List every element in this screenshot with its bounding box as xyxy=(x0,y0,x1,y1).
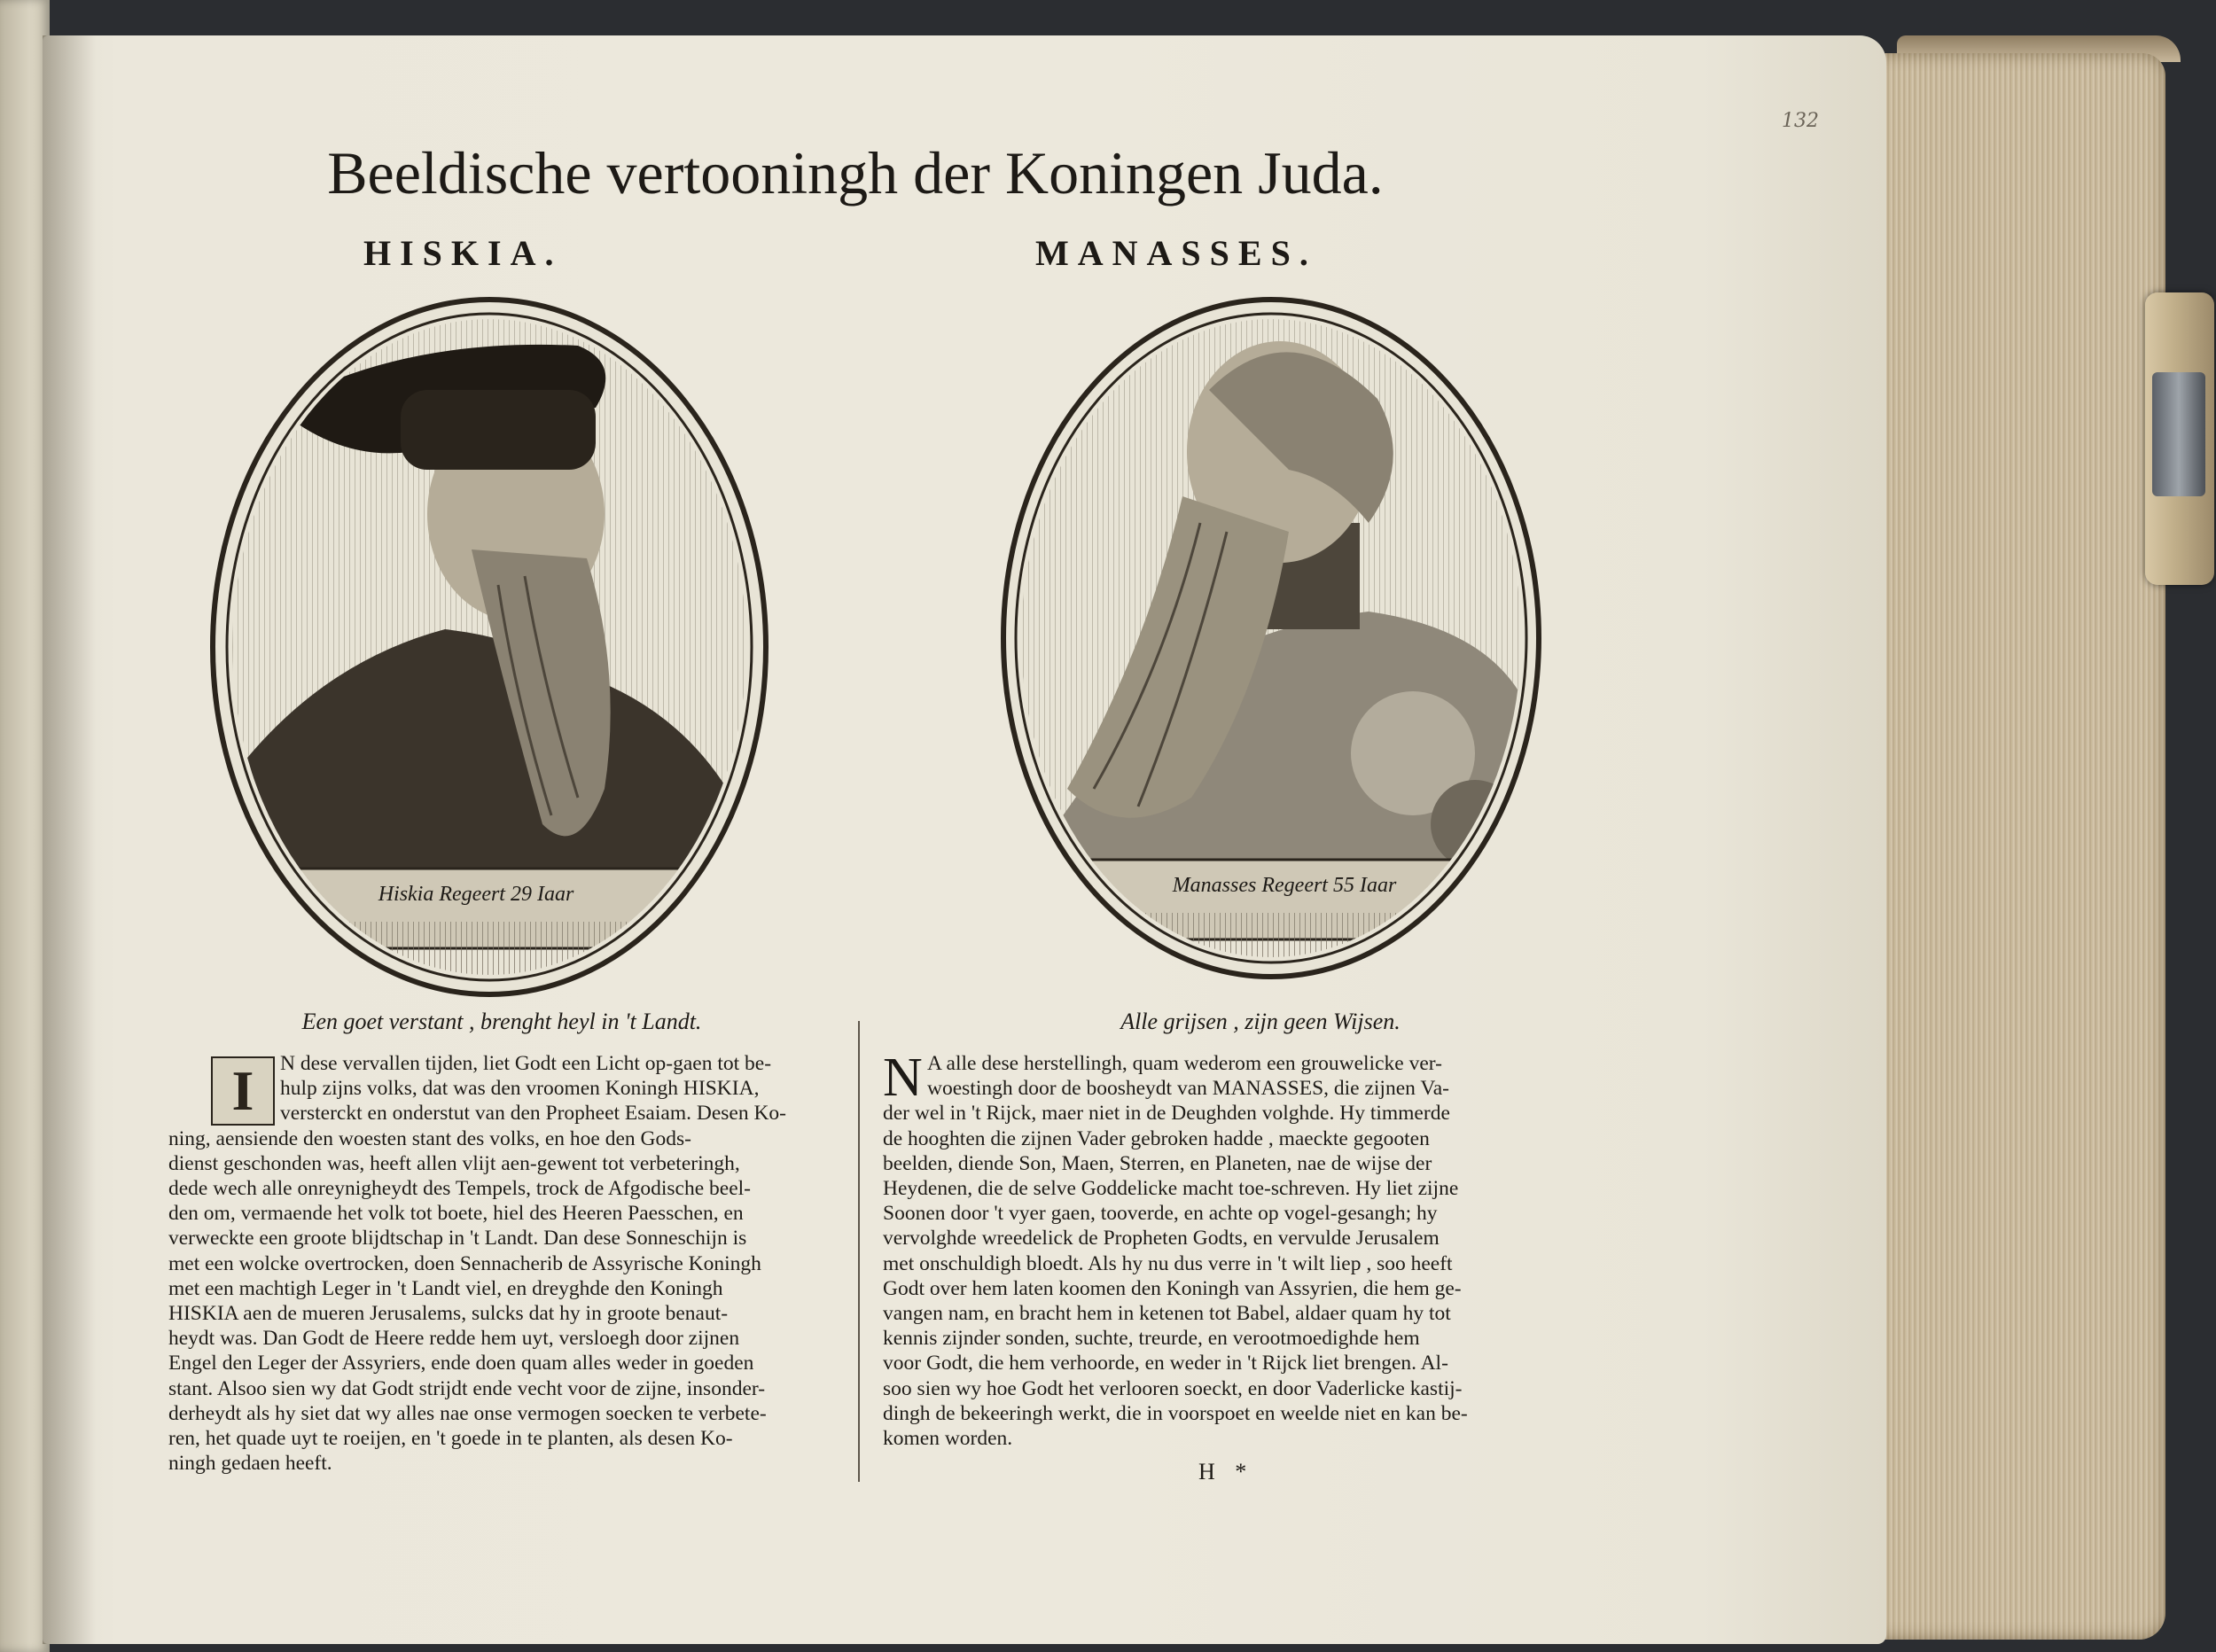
left-portrait-engraving xyxy=(206,292,773,1001)
folio-number: 132 xyxy=(1782,110,1819,132)
text-line: dede wech alle onreynigheydt des Tempels, trock de Afgodische beel- xyxy=(168,1177,752,1201)
text-line: woestingh door de boosheydt van MANASSES, die zijnen Va- xyxy=(927,1077,1449,1101)
text-line: komen worden. xyxy=(883,1427,1013,1451)
right-portrait-engraving xyxy=(996,292,1546,984)
text-line: Heydenen, die de selve Goddelicke macht toe-schreven. Hy liet zijne xyxy=(883,1177,1459,1201)
text-line: ningh gedaen heeft. xyxy=(168,1452,332,1476)
text-line: N dese vervallen tijden, liet Godt een Licht op-gaen tot be- xyxy=(280,1052,772,1075)
text-line: vervolghde wreedelick de Propheten Godts, en vervulde Jerusalem xyxy=(883,1227,1440,1251)
text-line: met een machtigh Leger in 't Landt viel, en dreyghde den Koningh xyxy=(168,1276,723,1300)
text-line: A alle dese herstellingh, quam wederom een grouwelicke ver- xyxy=(927,1052,1442,1075)
right-body-text xyxy=(883,1048,1574,1451)
book-fore-edge xyxy=(1869,53,2165,1640)
text-line: stant. Alsoo sien wy dat Godt strijdt ende vecht voor de zijne, insonder- xyxy=(168,1376,766,1400)
right-plaque-text: Manasses Regeert 55 Iaar xyxy=(1172,874,1397,897)
left-portrait-name: HISKIA. xyxy=(363,233,563,273)
left-motto: Een goet verstant , brenght heyl in 't Landt. xyxy=(301,1009,702,1034)
text-line: beelden, diende Son, Maen, Sterren, en Planeten, nae de wijse der xyxy=(883,1151,1432,1175)
text-line: met een wolcke overtrocken, doen Sennacherib de Assyrische Koningh xyxy=(168,1251,761,1275)
text-line: Engel den Leger der Assyriers, ende doen quam alles weder in goeden xyxy=(168,1352,754,1375)
text-line: vangen nam, en bracht hem in ketenen tot Babel, aldaer quam hy tot xyxy=(883,1302,1451,1326)
left-initial-letter: I xyxy=(231,1059,254,1122)
text-line: der wel in 't Rijck, maer niet in de Deughden volghde. Hy timmerde xyxy=(883,1102,1450,1126)
text-line: dingh de bekeeringh werkt, die in voorspoet en weelde niet en kan be- xyxy=(883,1401,1468,1425)
left-plaque-text: Hiskia Regeert 29 Iaar xyxy=(378,883,574,906)
text-line: heydt was. Dan Godt de Heere redde hem uyt, versloegh door zijnen xyxy=(168,1327,740,1351)
text-line: soo sien wy hoe Godt het verlooren soeckt, en door Vaderlicke kastij- xyxy=(883,1376,1463,1400)
text-line: met onschuldigh bloedt. Als hy nu dus verre in 't wilt liep , soo heeft xyxy=(883,1251,1453,1275)
right-motto: Alle grijsen , zijn geen Wijsen. xyxy=(1120,1009,1401,1034)
text-line: Godt over hem laten koomen den Koningh van Assyrien, die hem ge- xyxy=(883,1276,1462,1300)
clasp-metal xyxy=(2152,372,2205,496)
left-body-text xyxy=(168,1051,860,1476)
text-line: de hooghten die zijnen Vader gebroken hadde , maeckte gegooten xyxy=(883,1126,1430,1150)
text-line: dienst geschonden was, heeft allen vlijt aen-gewent tot verbeteringh, xyxy=(168,1151,740,1175)
text-line: ning, aensiende den woesten stant des volks, en hoe den Gods- xyxy=(168,1126,691,1150)
text-line: HISKIA aen de mueren Jerusalems, sulcks dat hy in groote benaut- xyxy=(168,1302,729,1326)
text-line: kennis zijnder sonden, suchte, treurde, en verootmoedighde hem xyxy=(883,1327,1420,1351)
text-line: den om, vermaende het volk tot boete, hiel des Heeren Paesschen, en xyxy=(168,1202,744,1226)
page-title: Beeldische vertooningh der Koningen Juda. xyxy=(327,139,1384,206)
text-line: Soonen door 't vyer gaen, tooverde, en achte op vogel-gesangh; hy xyxy=(883,1202,1438,1226)
text-line: verweckte een groote blijdtschap in 't Landt. Dan dese Sonneschijn is xyxy=(168,1227,747,1251)
right-portrait-name: MANASSES. xyxy=(1035,233,1317,273)
text-line: hulp zijns volks, dat was den vroomen Koningh HISKIA, xyxy=(280,1077,760,1101)
text-line: voor Godt, die hem verhoorde, en weder in 't Rijck liet brengen. Al- xyxy=(883,1352,1448,1375)
spine-shadow xyxy=(43,35,96,1644)
text-line: ren, het quade uyt te roeijen, en 't goede in te planten, als desen Ko- xyxy=(168,1427,733,1451)
text-line: versterckt en onderstut van den Propheet Esaiam. Desen Ko- xyxy=(280,1102,786,1126)
right-initial-letter: N xyxy=(883,1048,923,1108)
signature-mark: H * xyxy=(1198,1459,1254,1484)
text-line: derheydt als hy siet dat wy alles nae onse vermogen soecken te verbete- xyxy=(168,1401,767,1425)
